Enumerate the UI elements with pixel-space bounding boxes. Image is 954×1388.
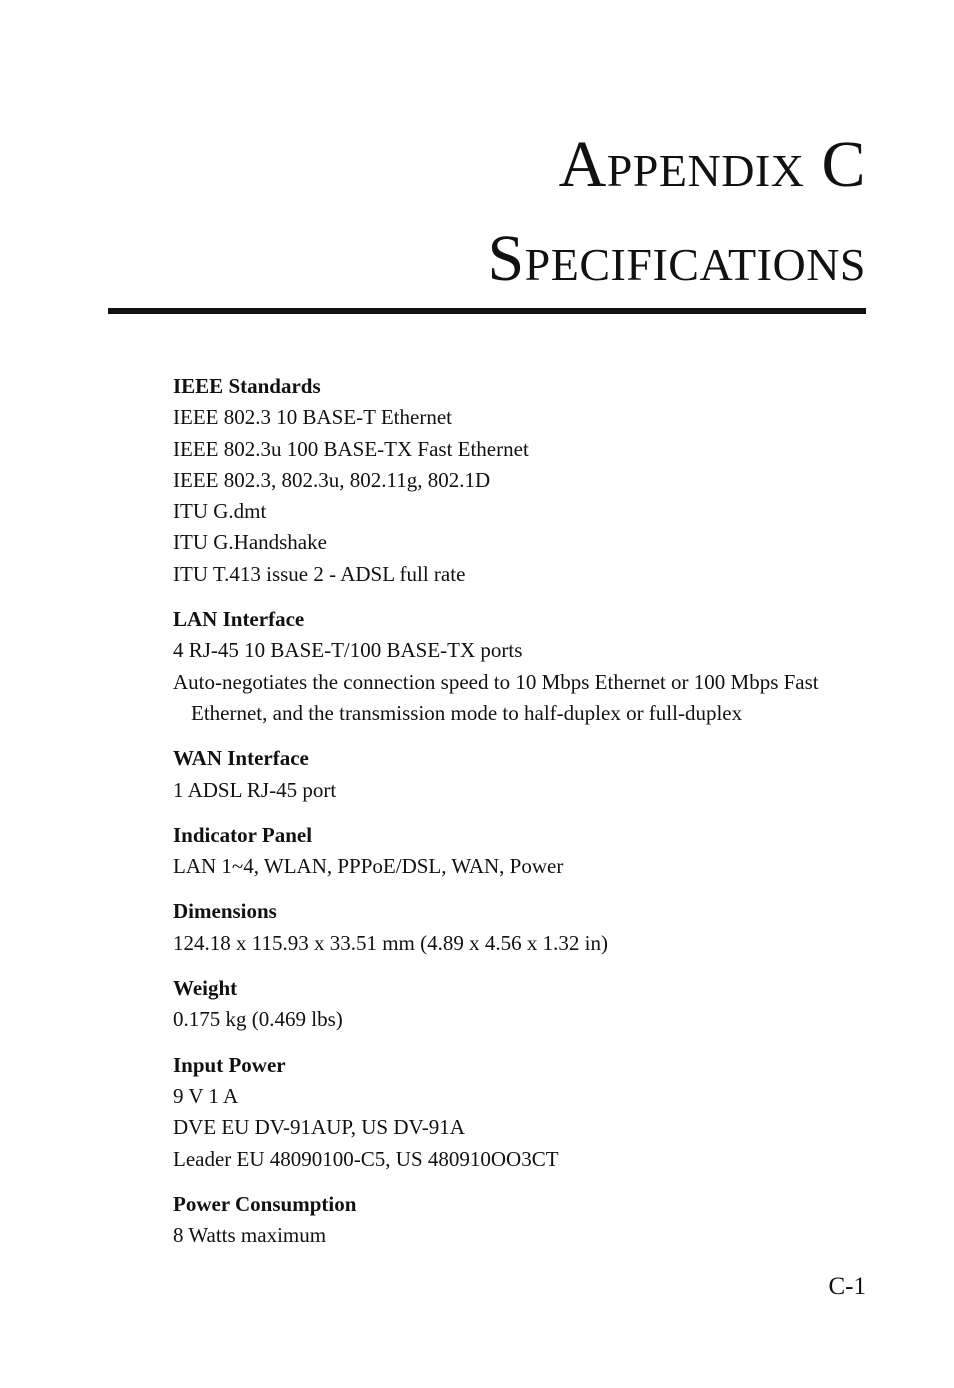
spec-line: 1 ADSL RJ-45 port	[173, 777, 337, 802]
spec-line: IEEE 802.3u 100 BASE-TX Fast Ethernet	[173, 436, 529, 461]
spec-line: ITU G.dmt	[173, 499, 267, 524]
spec-line: 4 RJ-45 10 BASE-T/100 BASE-TX ports	[173, 638, 523, 663]
spec-line: ITU T.413 issue 2 - ADSL full rate	[173, 561, 466, 586]
spec-line: 8 Watts maximum	[173, 1223, 327, 1248]
title-divider	[108, 308, 866, 314]
section-ieee-standards	[173, 371, 873, 590]
section-weight	[173, 973, 873, 1036]
section-dimensions	[173, 896, 873, 959]
section-heading: Weight	[173, 976, 238, 1001]
spec-line: IEEE 802.3, 802.3u, 802.11g, 802.1D	[173, 467, 491, 492]
specifications-list	[173, 371, 873, 1265]
section-lan-interface	[173, 604, 873, 729]
page-title	[487, 118, 866, 306]
section-indicator-panel	[173, 820, 873, 883]
spec-line: 9 V 1 A	[173, 1083, 239, 1108]
spec-line: IEEE 802.3 10 BASE-T Ethernet	[173, 405, 452, 430]
spec-line: Auto-negotiates the connection speed to 10 Mbps Ethernet or 100 Mbps Fast Ethernet, and the transmission mode to half-duplex or full-duplex	[173, 669, 819, 725]
section-heading: WAN Interface	[173, 746, 309, 771]
spec-line: 124.18 x 115.93 x 33.51 mm (4.89 x 4.56 x 1.32 in)	[173, 930, 608, 955]
section-heading: Dimensions	[173, 899, 277, 924]
section-heading: IEEE Standards	[173, 374, 321, 398]
section-heading: Input Power	[173, 1052, 286, 1077]
section-power-consumption	[173, 1189, 873, 1252]
chapter-title: Specifications	[487, 222, 866, 295]
appendix-title: Appendix C	[558, 128, 866, 201]
section-input-power	[173, 1050, 873, 1175]
spec-line: LAN 1~4, WLAN, PPPoE/DSL, WAN, Power	[173, 854, 564, 879]
section-heading: LAN Interface	[173, 607, 305, 632]
spec-line: 0.175 kg (0.469 lbs)	[173, 1007, 343, 1032]
page-number: C-1	[828, 1273, 866, 1300]
section-wan-interface	[173, 743, 873, 806]
section-heading: Indicator Panel	[173, 822, 313, 847]
section-heading: Power Consumption	[173, 1191, 357, 1216]
spec-line: ITU G.Handshake	[173, 530, 327, 555]
spec-line: Leader EU 48090100-C5, US 480910OO3CT	[173, 1146, 559, 1171]
spec-line: DVE EU DV-91AUP, US DV-91A	[173, 1115, 465, 1140]
